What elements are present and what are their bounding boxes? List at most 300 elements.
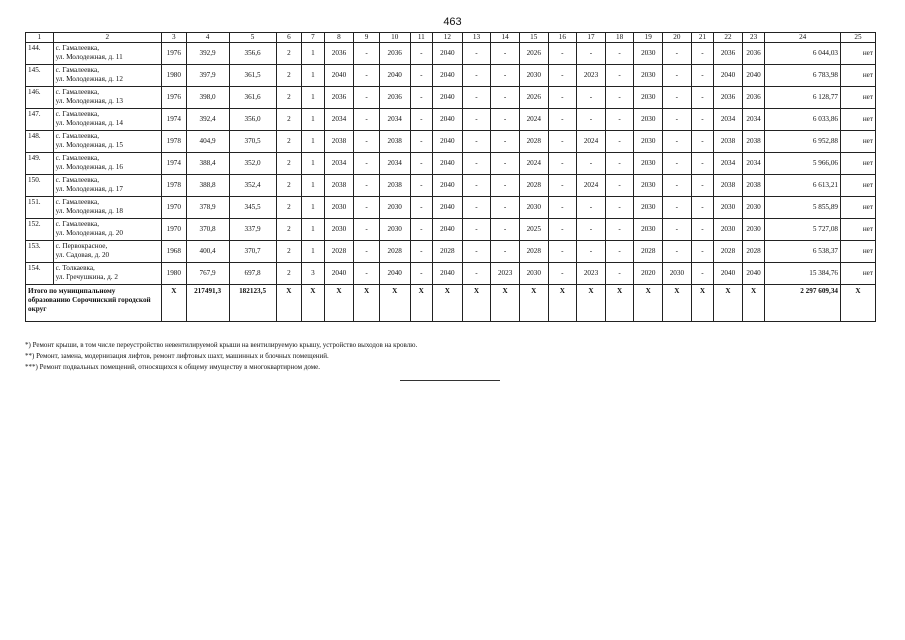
footnote: *) Ремонт крыши, в том числе переустройство невентилируемой крыши на вентилируемую крышу, устройство выходов на кровлю. [25,341,418,349]
table-cell: 2030 [634,109,663,131]
table-cell: 3 [302,263,325,285]
table-cell: X [379,285,410,322]
header-row [26,33,876,43]
capital-repair-table [25,32,876,322]
table-cell: 2040 [433,153,463,175]
table-cell: - [691,109,714,131]
table-cell: 2038 [714,175,743,197]
table-cell: - [462,219,491,241]
table-cell: - [462,43,491,65]
table-cell [53,153,161,175]
table-cell: 18 [605,33,634,43]
table-cell: 2030 [634,197,663,219]
table-cell: 2038 [324,175,354,197]
table-cell: 6 033,86 [765,109,841,131]
table-cell: X [548,285,577,322]
table-cell: 2030 [714,197,743,219]
table-row [26,65,876,87]
table-cell: 2023 [577,263,606,285]
table-cell: 2030 [714,219,743,241]
table-cell: 24 [765,33,841,43]
table-cell: - [577,241,606,263]
address-line: с. Гамалеевка, [55,176,100,184]
table-cell: X [462,285,491,322]
table-cell: 6 613,21 [765,175,841,197]
table-cell: 1 [302,131,325,153]
table-cell: 2030 [634,87,663,109]
table-cell: 2040 [714,263,743,285]
table-cell: - [354,109,380,131]
table-cell: 2030 [634,65,663,87]
table-cell: - [410,197,433,219]
table-cell: - [663,175,692,197]
table-cell: 2 [276,263,302,285]
table-row [26,219,876,241]
table-cell: 1976 [162,43,187,65]
table-cell: - [691,43,714,65]
table-cell: 2024 [519,153,548,175]
table-cell: 147. [26,109,54,131]
table-cell: 2040 [433,109,463,131]
table-cell: 361,6 [229,87,276,109]
table-cell: - [354,131,380,153]
table-cell: 2030 [519,263,548,285]
table-cell: 19 [634,33,663,43]
table-cell: - [605,263,634,285]
table-cell: 2028 [742,241,765,263]
table-cell [53,175,161,197]
table-cell: 3 [162,33,187,43]
table-cell: нет [841,175,876,197]
table-cell [53,197,161,219]
table-cell: 2040 [433,219,463,241]
table-cell: 1974 [162,109,187,131]
table-cell [53,131,161,153]
table-cell: 17 [577,33,606,43]
table-cell: 1 [302,241,325,263]
table-row [26,175,876,197]
table-cell: 7 [302,33,325,43]
table-cell: 1978 [162,175,187,197]
table-cell: 2030 [742,219,765,241]
table-cell: 150. [26,175,54,197]
table-cell: 6 952,88 [765,131,841,153]
table-cell: нет [841,219,876,241]
table-cell: - [410,65,433,87]
table-cell: 2040 [379,263,410,285]
table-cell: 2034 [742,153,765,175]
table-cell: - [491,241,520,263]
total-row [26,285,876,322]
table-cell: 1970 [162,197,187,219]
table-cell: - [462,131,491,153]
table-cell: 2038 [742,175,765,197]
table-cell: 5 [229,33,276,43]
table-cell: 2036 [742,87,765,109]
table-cell: 22 [714,33,743,43]
table-cell: 2038 [324,131,354,153]
table-cell: 144. [26,43,54,65]
table-cell: 2024 [577,131,606,153]
table-cell: X [577,285,606,322]
address-line: ул. Гречушкина, д. 2 [55,273,118,281]
table-row [26,131,876,153]
table-cell: 2030 [519,197,548,219]
table-cell: 2028 [634,241,663,263]
table-cell: - [691,241,714,263]
table-cell: 2023 [491,263,520,285]
table-cell: 145. [26,65,54,87]
table-cell: 2040 [379,65,410,87]
table-cell: 149. [26,153,54,175]
table-cell: - [663,43,692,65]
table-cell: X [491,285,520,322]
table-row [26,87,876,109]
table-cell: - [410,263,433,285]
table-cell: 1970 [162,219,187,241]
table-cell: - [462,109,491,131]
table-cell: - [548,43,577,65]
table-cell: 1980 [162,65,187,87]
table-cell: - [605,175,634,197]
table-cell: 2030 [324,219,354,241]
table-cell: - [491,153,520,175]
footnote: ***) Ремонт подвальных помещений, относящихся к общему имуществу в многоквартирном доме. [25,363,321,371]
table-cell: 2038 [379,131,410,153]
table-cell: 4 [186,33,229,43]
table-cell: - [548,87,577,109]
table-cell: 2 [53,33,161,43]
table-cell: X [714,285,743,322]
table-cell: 1 [302,65,325,87]
table-cell: X [324,285,354,322]
table-cell: 2036 [742,43,765,65]
table-cell: 2028 [324,241,354,263]
address-line: с. Гамалеевка, [55,154,100,162]
table-cell: 2040 [742,65,765,87]
table-cell: - [462,65,491,87]
table-cell: - [605,43,634,65]
table-cell [53,263,161,285]
table-cell: 2030 [379,219,410,241]
table-cell: 16 [548,33,577,43]
table-cell: - [354,263,380,285]
table-cell: 2040 [742,263,765,285]
table-cell: - [691,175,714,197]
table-cell: X [742,285,765,322]
table-cell: 2034 [324,109,354,131]
table-cell: 337,9 [229,219,276,241]
table-cell: 2030 [742,197,765,219]
table-cell: - [577,43,606,65]
table-cell: - [548,219,577,241]
table-cell: 20 [663,33,692,43]
table-cell: 2034 [379,153,410,175]
table-cell: 356,0 [229,109,276,131]
table-cell: 2036 [379,87,410,109]
table-cell: 12 [433,33,463,43]
table-cell: - [410,219,433,241]
table-cell: 1968 [162,241,187,263]
table-cell: - [605,241,634,263]
table-row [26,153,876,175]
table-cell: 13 [462,33,491,43]
table-cell: нет [841,87,876,109]
table-cell: 388,4 [186,153,229,175]
table-cell: 146. [26,87,54,109]
table-cell: 2030 [634,131,663,153]
table-cell: - [691,263,714,285]
table-cell: 2040 [433,197,463,219]
table-cell: 2040 [433,263,463,285]
table-cell [53,65,161,87]
address-line: с. Гамалеевка, [55,44,100,52]
table-cell: 2030 [634,219,663,241]
table-cell: 2028 [519,175,548,197]
table-cell: X [433,285,463,322]
address-line: ул. Садовая, д. 20 [55,251,110,259]
table-cell: - [410,131,433,153]
table-cell: 2038 [379,175,410,197]
table-cell: 14 [491,33,520,43]
table-cell: 2 [276,153,302,175]
table-cell: 2040 [433,175,463,197]
table-cell: 1 [302,43,325,65]
table-cell: 392,4 [186,109,229,131]
table-cell: X [519,285,548,322]
table-cell: 5 855,89 [765,197,841,219]
table-cell: 2040 [433,131,463,153]
table-cell: - [410,87,433,109]
table-row [26,241,876,263]
table-cell: нет [841,241,876,263]
table-cell: X [605,285,634,322]
table-cell: 8 [324,33,354,43]
table-cell: 2020 [634,263,663,285]
table-cell: - [663,131,692,153]
table-cell: 2038 [742,131,765,153]
table-cell: X [354,285,380,322]
table-cell: 6 [276,33,302,43]
table-cell: 1 [302,219,325,241]
table-cell: 1980 [162,263,187,285]
table-cell: - [354,241,380,263]
table-cell: 767,9 [186,263,229,285]
table-cell: - [354,153,380,175]
table-cell: - [354,43,380,65]
table-cell: - [491,219,520,241]
table-cell: 2026 [519,43,548,65]
table-cell: 2030 [324,197,354,219]
table-cell: X [302,285,325,322]
table-cell: 2 [276,87,302,109]
table-cell: 2 [276,175,302,197]
table-cell: - [491,109,520,131]
table-cell: - [548,131,577,153]
table-cell: 392,9 [186,43,229,65]
table-cell: - [663,109,692,131]
table-cell: нет [841,109,876,131]
table-cell: 2034 [714,153,743,175]
table-cell: нет [841,263,876,285]
address-line: ул. Молодежная, д. 12 [55,75,123,83]
table-cell: 378,9 [186,197,229,219]
table-cell: - [691,131,714,153]
table-cell: 345,5 [229,197,276,219]
table-cell: - [410,153,433,175]
table-cell: 148. [26,131,54,153]
table-cell: - [462,263,491,285]
table-cell: 361,5 [229,65,276,87]
table-cell: - [548,263,577,285]
address-line: ул. Молодежная, д. 15 [55,141,123,149]
table-cell: - [663,219,692,241]
table-cell: 2028 [519,241,548,263]
table-cell: 2034 [742,109,765,131]
table-cell: 6 783,98 [765,65,841,87]
table-cell: 2030 [634,153,663,175]
table-cell [53,241,161,263]
footnote: **) Ремонт, замена, модернизация лифтов, ремонт лифтовых шахт, машинных и блочных помещений. [25,352,329,360]
table-cell: - [354,219,380,241]
footnotes [25,340,417,373]
address-line: с. Гамалеевка, [55,110,100,118]
table-cell: 217491,3 [186,285,229,322]
table-cell: 1978 [162,131,187,153]
table-cell: 153. [26,241,54,263]
table-cell: - [491,175,520,197]
table-cell: 2 [276,109,302,131]
table-cell: 2036 [714,43,743,65]
table-cell: 1 [26,33,54,43]
table-cell: - [663,197,692,219]
address-line: ул. Молодежная, д. 14 [55,119,123,127]
table-cell: нет [841,65,876,87]
table-cell: 10 [379,33,410,43]
table-cell: 2034 [324,153,354,175]
table-cell: - [410,109,433,131]
table-cell: 2030 [379,197,410,219]
table-cell: - [663,241,692,263]
table-cell: 2 [276,65,302,87]
table-cell: - [577,219,606,241]
table-cell: 1 [302,109,325,131]
table-row [26,263,876,285]
table-row [26,197,876,219]
address-line: ул. Молодежная, д. 16 [55,163,123,171]
table-cell: X [410,285,433,322]
table-cell: - [605,65,634,87]
table-cell: 9 [354,33,380,43]
table-cell: 2 [276,197,302,219]
table-cell: 2028 [714,241,743,263]
table-cell: - [605,219,634,241]
address-line: с. Гамалеевка, [55,132,100,140]
table-cell: - [491,131,520,153]
table-cell: 697,8 [229,263,276,285]
table-cell: - [548,175,577,197]
table-cell: 6 128,77 [765,87,841,109]
table-cell: 2024 [577,175,606,197]
table-cell: 2028 [519,131,548,153]
table-cell: 404,9 [186,131,229,153]
address-line: ул. Молодежная, д. 11 [55,53,123,61]
table-cell: 6 538,37 [765,241,841,263]
table-cell: - [548,153,577,175]
table-cell: 15 384,76 [765,263,841,285]
address-line: с. Гамалеевка, [55,220,100,228]
table-cell: - [354,65,380,87]
table-cell: 1974 [162,153,187,175]
table-cell: - [548,65,577,87]
table-cell: 2030 [634,175,663,197]
table-cell: 2036 [324,43,354,65]
table-cell: X [276,285,302,322]
separator-line [400,380,500,381]
table-cell: 2040 [433,43,463,65]
table-cell [53,219,161,241]
table-row [26,109,876,131]
table-cell: - [354,87,380,109]
table-cell: X [841,285,876,322]
table-cell: 2 [276,43,302,65]
table-cell: 5 966,06 [765,153,841,175]
table-cell: 2038 [714,131,743,153]
table-cell: 2028 [379,241,410,263]
table-cell: - [462,241,491,263]
table-cell: - [491,197,520,219]
address-line: ул. Молодежная, д. 18 [55,207,123,215]
table-cell: - [548,109,577,131]
table-cell: - [605,153,634,175]
table-cell: 2036 [379,43,410,65]
table-cell: - [663,153,692,175]
table-cell: - [462,175,491,197]
table-cell: нет [841,43,876,65]
table-cell: - [577,153,606,175]
table-cell: 2034 [379,109,410,131]
table-cell: - [577,109,606,131]
table-cell: 370,5 [229,131,276,153]
table-cell [53,109,161,131]
table-cell: 2040 [714,65,743,87]
table-cell: - [354,175,380,197]
table-cell: - [491,43,520,65]
table-cell: 2023 [577,65,606,87]
address-line: с. Гамалеевка, [55,88,100,96]
table-cell: 400,4 [186,241,229,263]
table-cell: 23 [742,33,765,43]
table-cell: 1976 [162,87,187,109]
table-cell: - [663,87,692,109]
table-cell: 21 [691,33,714,43]
table-cell: 2040 [324,263,354,285]
table-cell: X [634,285,663,322]
table-cell: 2040 [433,65,463,87]
table-cell: 2025 [519,219,548,241]
table-cell: - [691,65,714,87]
table-cell: 2 297 609,34 [765,285,841,322]
table-cell: нет [841,153,876,175]
table-cell: Итого по муниципальному образованию Сорочинский городской округ [26,285,162,322]
table-cell: X [663,285,692,322]
table-cell: 11 [410,33,433,43]
table-cell: 2034 [714,109,743,131]
table-cell: 2026 [519,87,548,109]
table-cell: нет [841,197,876,219]
table-cell: - [354,197,380,219]
address-line: с. Первокрасное, [55,242,108,250]
